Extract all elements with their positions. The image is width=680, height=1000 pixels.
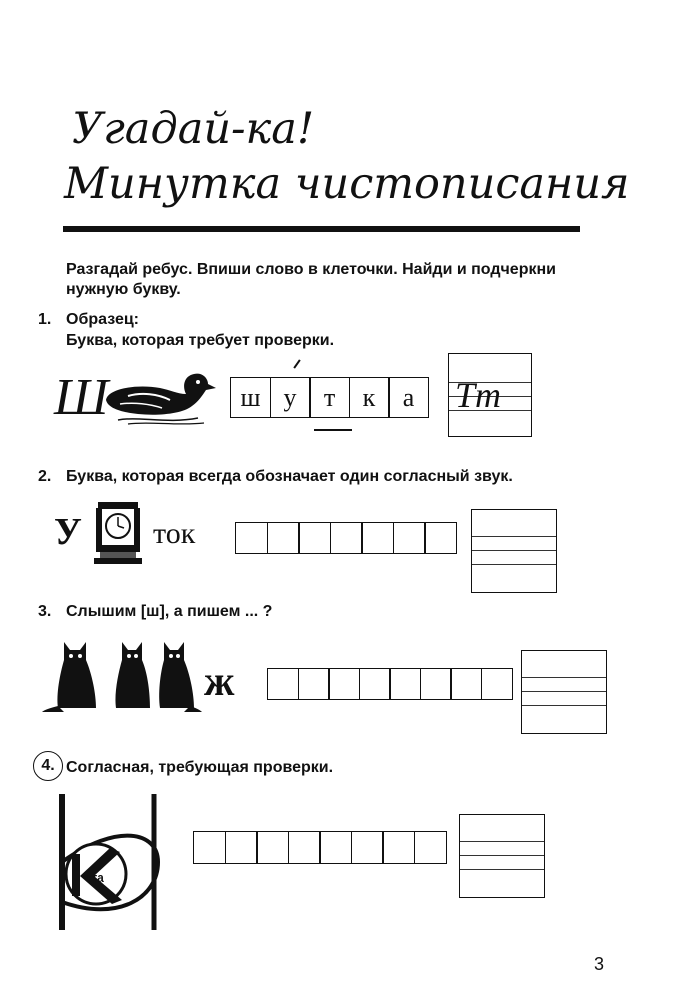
task-4-rebus-inner-text: ста [85, 870, 104, 885]
task-2-writing-box[interactable] [471, 509, 557, 593]
answer-cell: а [388, 377, 429, 418]
title-line-1: Угадай-ка! [72, 104, 315, 154]
task-1-sample-box [448, 353, 532, 437]
empty-cell[interactable] [328, 668, 360, 700]
underline-mark [314, 429, 352, 431]
answer-cell: у [270, 377, 311, 418]
task-2-number: 2. [38, 468, 52, 485]
empty-cell[interactable] [298, 668, 330, 700]
empty-cell[interactable] [351, 831, 384, 864]
empty-cell[interactable] [450, 668, 482, 700]
empty-cell[interactable] [359, 668, 391, 700]
task-1-rebus-letter: Ш [54, 369, 109, 426]
task-1-number: 1. [38, 311, 52, 328]
task-2-answer-cells [235, 522, 457, 554]
empty-cell[interactable] [393, 522, 426, 554]
answer-cell: к [349, 377, 390, 418]
empty-cell[interactable] [319, 831, 352, 864]
empty-cell[interactable] [481, 668, 513, 700]
letters-rebus-picture [58, 792, 166, 932]
task-4-writing-box[interactable] [459, 814, 545, 898]
task-3-rebus-suffix: ж [204, 659, 235, 705]
empty-cell[interactable] [225, 831, 258, 864]
empty-cell[interactable] [256, 831, 289, 864]
task-1-answer-cells [230, 377, 429, 418]
empty-cell[interactable] [389, 668, 421, 700]
clock-icon [90, 500, 146, 566]
page-number: 3 [594, 954, 605, 974]
empty-cell[interactable] [267, 668, 299, 700]
stress-mark [293, 359, 300, 368]
answer-cell: т [309, 377, 350, 418]
task-1-label: Образец: [66, 311, 139, 328]
empty-cell[interactable] [193, 831, 226, 864]
empty-cell[interactable] [298, 522, 331, 554]
empty-cell[interactable] [288, 831, 321, 864]
task-4-text: Согласная, требующая проверки. [66, 759, 334, 776]
task-3-writing-box[interactable] [521, 650, 607, 734]
empty-cell[interactable] [414, 831, 447, 864]
task-3-number: 3. [38, 603, 52, 620]
duck-picture [98, 366, 220, 428]
empty-cell[interactable] [424, 522, 457, 554]
instruction-line-2: нужную букву. [66, 281, 181, 298]
empty-cell[interactable] [382, 831, 415, 864]
answer-cell: ш [230, 377, 271, 418]
three-cats-picture [40, 638, 202, 714]
empty-cell[interactable] [361, 522, 394, 554]
instruction-line-1: Разгадай ребус. Впиши слово в клеточки. Найди и подчеркни [66, 261, 556, 278]
task-2-text: Буква, которая всегда обозначает один согласный звук. [66, 468, 513, 485]
empty-cell[interactable] [420, 668, 452, 700]
sample-letters: Тт [455, 375, 502, 415]
task-4-answer-cells [193, 831, 447, 864]
task-1-text: Буква, которая требует проверки. [66, 332, 335, 349]
empty-cell[interactable] [330, 522, 363, 554]
empty-cell[interactable] [267, 522, 300, 554]
empty-cell[interactable] [235, 522, 268, 554]
title-underline [63, 226, 580, 232]
task-4-number-circled: 4. [33, 751, 63, 781]
task-3-answer-cells [267, 668, 513, 700]
task-2-rebus-prefix: У [54, 511, 82, 553]
task-2-rebus-suffix: ток [153, 517, 196, 550]
title-line-2: Минутка чистописания [64, 159, 630, 209]
task-3-text: Слышим [ш], а пишем ... ? [66, 603, 273, 620]
